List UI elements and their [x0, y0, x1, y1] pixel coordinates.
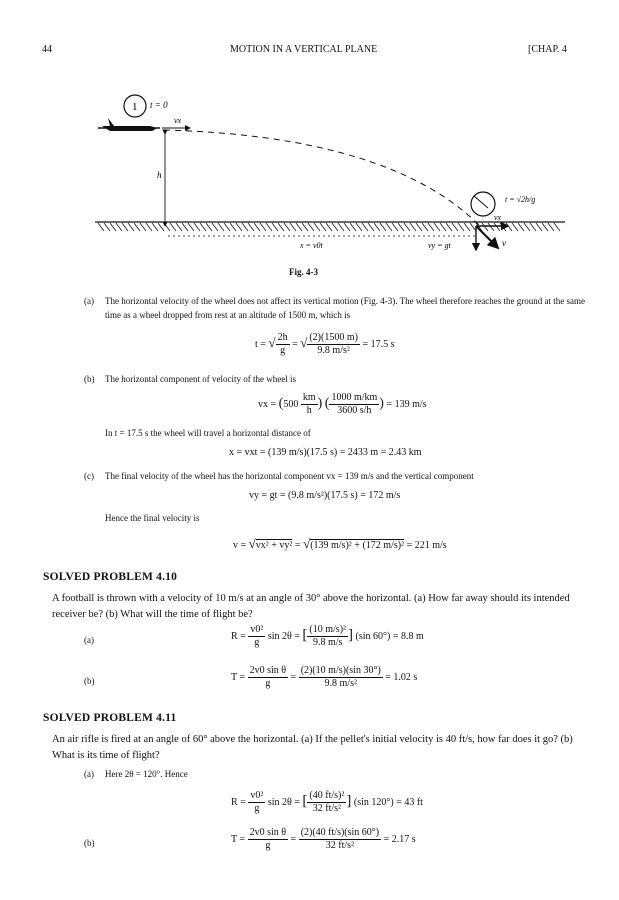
figure-caption: Fig. 4-3	[289, 267, 318, 277]
eq-mid: sin 2θ =	[267, 796, 300, 808]
chapter-label: [CHAP. 4	[528, 44, 567, 55]
eq-result: (sin 120°) = 43 ft	[353, 796, 423, 808]
problem-4-10-heading: SOLVED PROBLEM 4.10	[43, 571, 178, 583]
p410-b-equation	[231, 665, 417, 690]
eq-equals: =	[294, 540, 301, 551]
eq-frac-1: $\frac{\text{2v0 sin θ}}{g}$	[249, 665, 287, 689]
eq-result: = 17.5 s	[362, 338, 395, 350]
part-c-text2: Hence the final velocity is	[105, 513, 200, 523]
eq-lhs: t =	[255, 338, 266, 350]
ground-hatching	[98, 223, 560, 231]
problem-4-11-text: An air rifle is fired at an angle of 60° above the horizontal. (a) If the pellet's initial velocity is 40 ft/s, how far does it go? (b) What is its time of flight?	[52, 734, 573, 761]
part-b-text: The horizontal component of velocity of the wheel is	[105, 374, 296, 384]
eq-lhs: T =	[231, 671, 246, 683]
p411-a-label: (a)	[84, 769, 94, 779]
part-b-text2: In t = 17.5 s the wheel will travel a horizontal distance of	[105, 428, 311, 438]
p410-b-label: (b)	[84, 676, 95, 686]
eq-frac-2: $\frac{\text{(10 m/s)²}}{9.8 m/s}$	[309, 624, 347, 648]
p411-b-label: (b)	[84, 838, 95, 848]
eq-equals: =	[292, 338, 298, 350]
eq-lhs: R =	[231, 630, 246, 642]
part-c-equation2: v = √vx² + vy² = √(139 m/s)² + (172 m/s)² = 221 m/s	[233, 536, 447, 551]
eq-frac-1: $\frac{km}{h}$	[302, 392, 316, 416]
wheel-number: 1	[132, 101, 138, 113]
part-c-label: (c)	[84, 471, 94, 481]
eq-mid: sin 2θ =	[267, 630, 300, 642]
vx-top-label: vx	[174, 116, 182, 125]
airplane-icon	[98, 118, 160, 131]
eq-mid: =	[290, 833, 297, 845]
running-title: MOTION IN A VERTICAL PLANE	[230, 44, 378, 55]
v-end-label: v	[502, 238, 506, 248]
eq-mid: =	[290, 671, 297, 683]
eq-frac-1: $\frac{\text{2v0 sin θ}}{g}$	[249, 827, 287, 851]
part-a-equation: t = √ $\frac{2h}{g}$ = √ $\frac{(2)(1500 m)}{\text{9.8 m/s²}}$ = 17.5 s	[255, 332, 395, 356]
part-a-text: The horizontal velocity of the wheel does not affect its vertical motion (Fig. 4-3). The wheel therefore reaches the ground at the same time as a wheel dropped from rest at an altitude of 1500 m, which is	[105, 296, 585, 320]
p411-a-text: Here 2θ = 120°. Hence	[105, 769, 188, 779]
eq-frac-2: $\frac{(2)(40 ft/s)(\sin 60^\circ)}{\text{32 ft/s²}}$	[300, 827, 380, 851]
eq-radicand-1: vx² + vy²	[255, 540, 293, 551]
problem-4-11-heading: SOLVED PROBLEM 4.11	[43, 712, 177, 724]
figure-4-3	[90, 88, 570, 268]
eq-frac-1: $\frac{\text{v0²}}{g}$	[250, 624, 264, 648]
p410-a-label: (a)	[84, 635, 94, 645]
eq-frac-2: $\frac{(2)(10 m/s)(\sin 30^\circ)}{\text{9.8 m/s²}}$	[300, 665, 381, 689]
eq-result: = 2.17 s	[383, 833, 416, 845]
eq-frac-2: $\frac{1000 m/km}{3600 s/h}$	[331, 392, 378, 416]
p411-a-equation: R = $\frac{\text{v0²}}{g}$ sin 2θ = [ $\frac{\text{(40 ft/s)²}}{\text{32 ft/s²}}$ ] (sin 120°) = 43 ft	[231, 790, 423, 814]
part-c-equation1: vy = gt = (9.8 m/s²)(17.5 s) = 172 m/s	[249, 490, 401, 501]
part-c-text: The final velocity of the wheel has the horizontal component vx = 139 m/s and the vertical component	[105, 471, 474, 481]
eq-lhs: vx =	[258, 398, 277, 410]
eq-frac-1: $\frac{\text{v0²}}{g}$	[250, 790, 264, 814]
t-zero-label: t = 0	[150, 100, 168, 110]
problem-4-10-text: A football is thrown with a velocity of 10 m/s at an angle of 30° above the horizontal. (a) How far away should its intended receiver be? (b) What will the time of flight be?	[52, 593, 570, 620]
eq-frac-1: $\frac{2h}{g}$	[277, 332, 288, 356]
eq-result: = 1.02 s	[385, 671, 418, 683]
eq-lhs: v =	[233, 540, 247, 551]
vx-end-label: vx	[494, 213, 502, 222]
p410-a-equation: R = $\frac{\text{v0²}}{g}$ sin 2θ = [ $\frac{\text{(10 m/s)²}}{9.8 m/s}$ ] (sin 60°) = 8.8 m	[231, 624, 424, 648]
eq-lhs: R =	[231, 796, 246, 808]
eq-result: (sin 60°) = 8.8 m	[355, 630, 424, 642]
height-label: h	[157, 170, 162, 180]
part-a-label: (a)	[84, 296, 94, 306]
eq-radicand-2: (139 m/s)² + (172 m/s)²	[310, 540, 405, 551]
wheel-icon	[124, 95, 146, 117]
p411-b-equation	[231, 827, 416, 852]
eq-frac-2: $\frac{(2)(1500 m)}{\text{9.8 m/s²}}$	[309, 332, 358, 356]
eq-frac-2: $\frac{\text{(40 ft/s)²}}{\text{32 ft/s²}}$	[309, 790, 345, 814]
vy-end-label: vy = gt	[428, 241, 451, 250]
eq-result: = 221 m/s	[406, 540, 447, 551]
t-end-label: t = √2h/g	[505, 195, 536, 204]
eq-factor: 500	[283, 398, 299, 410]
part-b-label: (b)	[84, 374, 95, 384]
part-b-equation2: x = vxt = (139 m/s)(17.5 s) = 2433 m = 2.43 km	[229, 447, 422, 458]
page-number: 44	[42, 44, 52, 55]
trajectory-path	[164, 130, 480, 226]
x-distance-label: x = v0t	[300, 241, 323, 250]
eq-result: = 139 m/s	[386, 398, 427, 410]
part-b-equation: vx = (500 $\frac{km}{h}$ ) ( $\frac{1000 m/km}{3600 s/h}$ ) = 139 m/s	[258, 392, 427, 416]
eq-lhs: T =	[231, 833, 246, 845]
